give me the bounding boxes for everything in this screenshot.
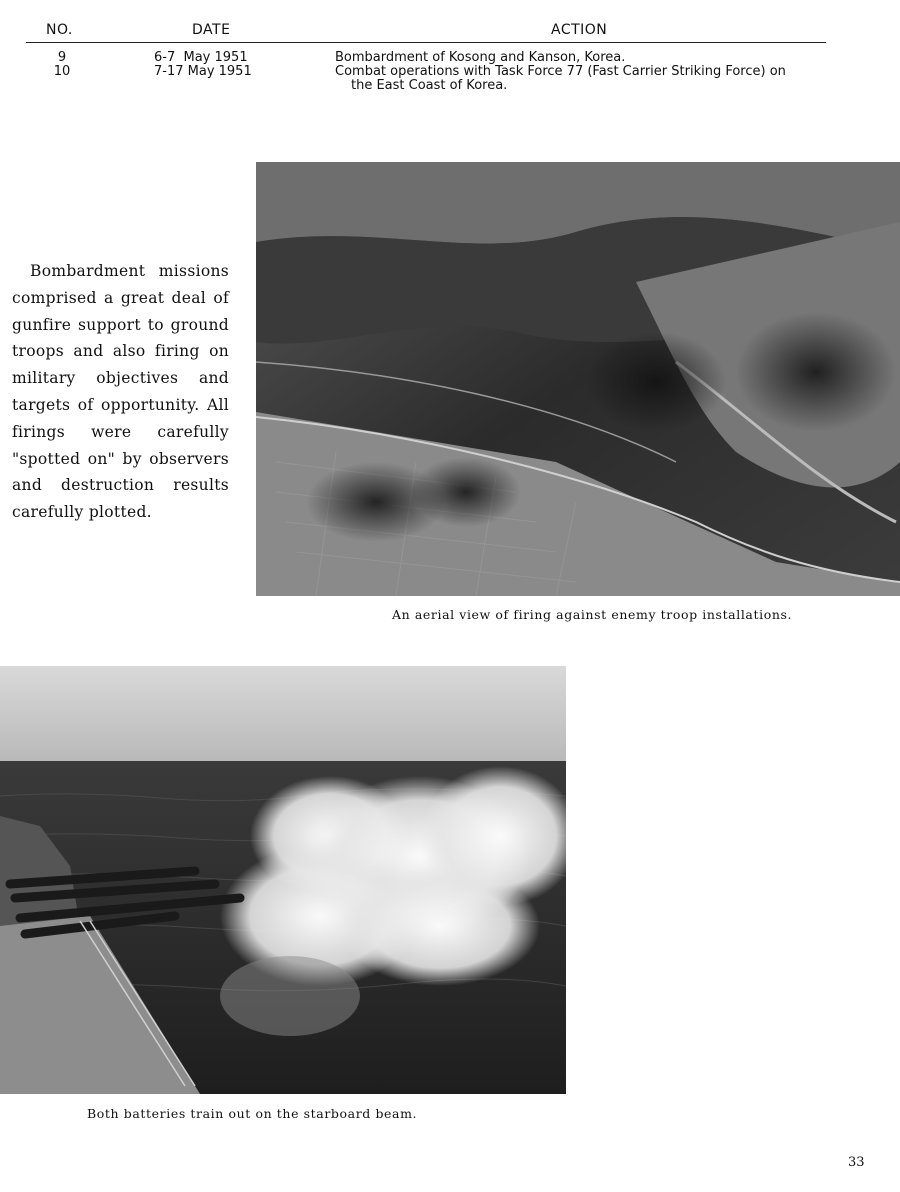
ship-photo-image (0, 666, 566, 1094)
aerial-photo-caption: An aerial view of firing against enemy troop installations. (392, 607, 793, 622)
ship-photo (0, 666, 566, 1094)
header-date: DATE (192, 22, 231, 38)
table-row (26, 65, 826, 93)
aerial-photo (256, 162, 900, 596)
row-no: 10 (53, 64, 71, 79)
row-action-line2: the East Coast of Korea. (351, 78, 508, 93)
row-date: 6-7 May 1951 (154, 50, 248, 65)
ship-photo-caption: Both batteries train out on the starboard beam. (87, 1106, 418, 1121)
row-date: 7-17 May 1951 (154, 64, 252, 79)
aerial-photo-image (256, 162, 900, 596)
page-number: 33 (848, 1155, 865, 1170)
operations-table (26, 20, 826, 93)
row-no: 9 (57, 50, 67, 65)
header-action: ACTION (551, 22, 608, 38)
row-action-line1: Combat operations with Task Force 77 (Fast Carrier Striking Force) on (335, 64, 786, 79)
table-header (26, 20, 826, 43)
table-row (26, 51, 826, 65)
header-no: NO. (46, 22, 73, 38)
row-action (335, 65, 830, 93)
sidebar-paragraph: Bombardment missions comprised a great deal of gunfire support to ground troops and also firing on military objectives and targets of opportunity. All firings were carefully "spotted on" by observers and destruction results carefully plotted. (12, 262, 229, 522)
row-action: Bombardment of Kosong and Kanson, Korea. (335, 50, 626, 65)
